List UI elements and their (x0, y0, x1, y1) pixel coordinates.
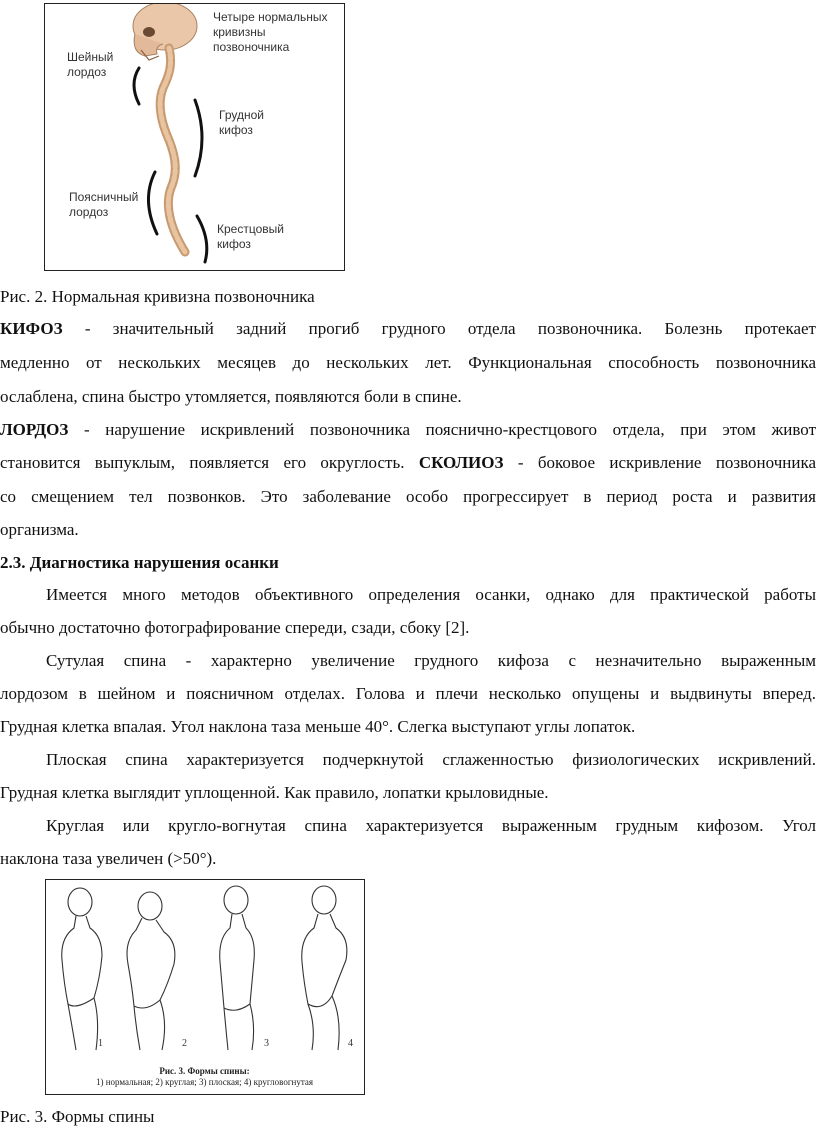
p4-line-2: наклона таза увеличен (>50°). (0, 849, 217, 868)
back-shapes-figure (45, 879, 365, 1095)
kyphosis-term: КИФОЗ (0, 319, 63, 338)
lordosis-line-2: становится выпуклым, появляется его округлость. СКОЛИОЗ - боковое искривление позвоночника (0, 453, 816, 472)
p4-line-1: Круглая или кругло-вогнутая спина характеризуется выраженным грудным кифозом. Угол (46, 816, 816, 835)
figure-number-3: 3 (264, 1038, 269, 1049)
label-lumbar-lordosis: Поясничный лордоз (69, 190, 139, 219)
figure-flat-back (220, 886, 255, 1050)
figure3-inner-caption-1: Рис. 3. Формы спины: (159, 1066, 250, 1076)
p3-line-1: Плоская спина характеризуется подчеркнутой сглаженностью физиологических искривлений. (46, 750, 816, 769)
p1-line-1: Имеется много методов объективного определения осанки, однако для практической работы (46, 585, 816, 604)
figure-round-concave-back (302, 886, 347, 1050)
label-cervical-lordosis: Шейный лордоз (67, 50, 114, 79)
label-thoracic-kyphosis: Грудной кифоз (219, 108, 264, 137)
spine-figure (44, 3, 345, 271)
figure-number-4: 4 (348, 1038, 353, 1049)
figure-normal-back (62, 888, 102, 1050)
figure1-caption: Рис. 2. Нормальная кривизна позвоночника (0, 287, 315, 306)
kyphosis-line-3: ослаблена, спина быстро утомляется, появляются боли в спине. (0, 387, 462, 406)
scoliosis-term: СКОЛИОЗ (418, 453, 504, 472)
label-sacral-kyphosis: Крестцовый кифоз (217, 222, 284, 251)
kyphosis-line-1: КИФОЗ - значительный задний прогиб грудного отдела позвоночника. Болезнь протекает (0, 319, 816, 338)
p1-line-2: обычно достаточно фотографирование спереди, сзади, сбоку [2]. (0, 618, 470, 637)
p2-line-1: Сутулая спина - характерно увеличение грудного кифоза с незначительно выраженным (46, 651, 816, 670)
figure-round-back (127, 892, 175, 1050)
figure3-caption: Рис. 3. Формы спины (0, 1107, 155, 1126)
kyphosis-line-2: медленно от нескольких месяцев до нескольких лет. Функциональная способность позвоночника (0, 353, 816, 372)
p2-line-2: лордозом в шейном и поясничном отделах. Голова и плечи несколько опущены и выдвинуты вперед. (0, 684, 816, 703)
lordosis-line-3: со смещением тел позвонков. Это заболевание особо прогрессирует в период роста и развития (0, 487, 816, 506)
section-heading: 2.3. Диагностика нарушения осанки (0, 553, 279, 572)
figure3-inner-caption-2: 1) нормальная; 2) круглая; 3) плоская; 4) кругловогнутая (95, 1077, 314, 1087)
p3-line-2: Грудная клетка выглядит уплощенной. Как правило, лопатки крыловидные. (0, 783, 549, 802)
figure-number-2: 2 (182, 1038, 187, 1049)
lordosis-line-4: организма. (0, 520, 79, 539)
back-shapes-illustration (46, 880, 363, 1093)
p2-line-3: Грудная клетка впалая. Угол наклона таза меньше 40°. Слегка выступают углы лопаток. (0, 717, 636, 736)
lordosis-term: ЛОРДОЗ (0, 420, 69, 439)
lordosis-line-1: ЛОРДОЗ - нарушение искривлений позвоночника пояснично-крестцового отдела, при этом живот (0, 420, 816, 439)
figure-title: Четыре нормальных кривизны позвоночника (213, 10, 328, 54)
figure-number-1: 1 (98, 1038, 103, 1049)
